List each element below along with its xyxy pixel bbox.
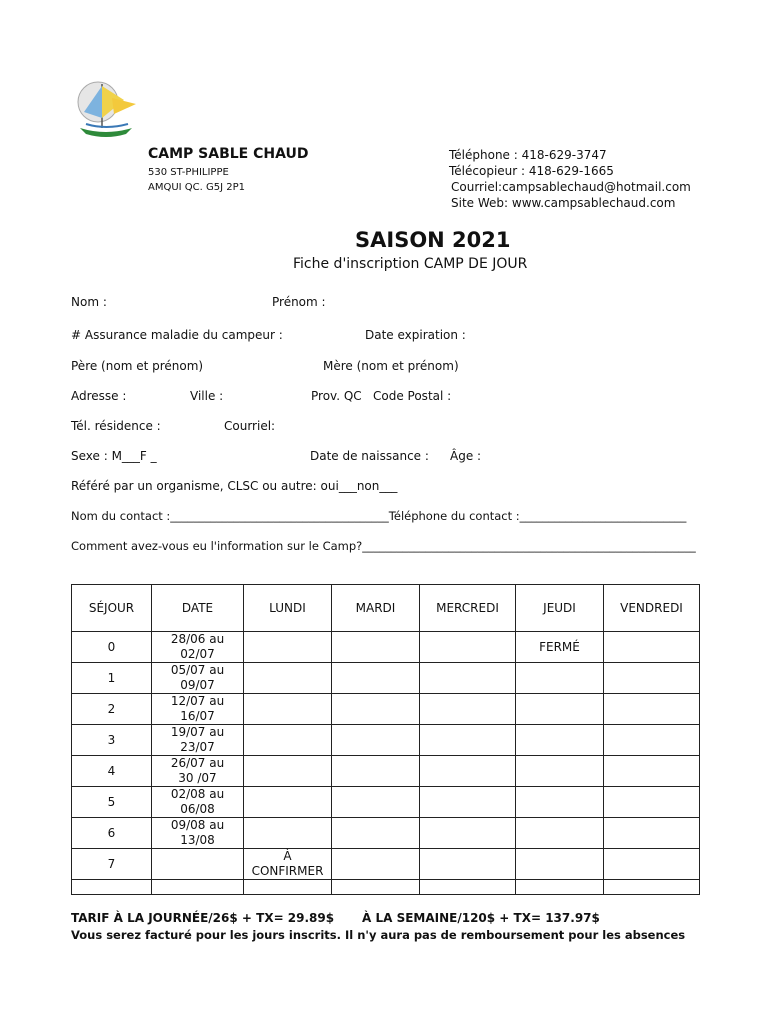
lundi-cell[interactable] (244, 694, 332, 725)
table-row (72, 849, 700, 880)
mardi-cell[interactable] (332, 632, 420, 663)
date-cell: 05/07 au 09/07 (152, 663, 244, 694)
table-row (72, 694, 700, 725)
field-nom-label: Nom : (71, 295, 107, 309)
mercredi-cell[interactable] (420, 787, 516, 818)
jeudi-cell[interactable] (516, 756, 604, 787)
field-mere-label: Mère (nom et prénom) (323, 359, 459, 373)
mardi-cell[interactable] (332, 787, 420, 818)
jeudi-cell[interactable] (516, 663, 604, 694)
lundi-cell[interactable] (244, 787, 332, 818)
mercredi-cell[interactable] (420, 725, 516, 756)
header-mardi: MARDI (332, 585, 420, 632)
sejour-cell: 6 (72, 818, 152, 849)
table-row (72, 725, 700, 756)
org-address-line1: 530 ST-PHILIPPE (148, 167, 229, 178)
mercredi-cell[interactable] (420, 756, 516, 787)
footer-note: Vous serez facturé pour les jours inscrits. Il n'y aura pas de remboursement pour les absences (71, 928, 686, 942)
table-row (72, 663, 700, 694)
table-row (72, 756, 700, 787)
jeudi-cell[interactable] (516, 849, 604, 880)
org-address-line2: AMQUI QC. G5J 2P1 (148, 182, 245, 193)
date-cell: 26/07 au 30 /07 (152, 756, 244, 787)
table-row (72, 787, 700, 818)
date-cell (152, 849, 244, 880)
mardi-cell[interactable] (332, 849, 420, 880)
mardi-cell[interactable] (332, 663, 420, 694)
field-age-label: Âge : (450, 449, 482, 463)
form-subtitle: Fiche d'inscription CAMP DE JOUR (293, 256, 528, 272)
sejour-cell: 5 (72, 787, 152, 818)
lundi-cell[interactable] (244, 756, 332, 787)
header-jeudi: JEUDI (516, 585, 604, 632)
tarif-journee: TARIF À LA JOURNÉE/26$ + TX= 29.89$ (71, 911, 335, 925)
field-pere-label: Père (nom et prénom) (71, 359, 204, 373)
sejour-cell: 4 (72, 756, 152, 787)
sejour-cell: 1 (72, 663, 152, 694)
mercredi-cell[interactable] (420, 849, 516, 880)
vendredi-cell[interactable] (604, 849, 700, 880)
table-row (72, 818, 700, 849)
sejour-cell: 2 (72, 694, 152, 725)
field-code-postal-label: Code Postal : (373, 389, 452, 403)
org-website: Site Web: www.campsablechaud.com (451, 196, 676, 210)
schedule-table (71, 584, 700, 895)
date-cell: 12/07 au 16/07 (152, 694, 244, 725)
field-tel-residence-label: Tél. résidence : (71, 419, 161, 433)
vendredi-cell[interactable] (604, 787, 700, 818)
header-mercredi: MERCREDI (420, 585, 516, 632)
lundi-cell[interactable] (244, 725, 332, 756)
field-nom-contact-label: Nom du contact :______________________________________Téléphone du contact :_____________________________ (71, 509, 687, 523)
sejour-cell: 0 (72, 632, 152, 663)
field-refere-label: Référé par un organisme, CLSC ou autre: oui___non___ (71, 479, 398, 493)
date-cell: 09/08 au 13/08 (152, 818, 244, 849)
mercredi-cell[interactable] (420, 663, 516, 694)
lundi-cell[interactable] (244, 818, 332, 849)
field-prov-label: Prov. QC (311, 389, 362, 403)
header-date: DATE (152, 585, 244, 632)
sejour-cell: 7 (72, 849, 152, 880)
lundi-cell: À CONFIRMER (244, 849, 332, 880)
vendredi-cell[interactable] (604, 663, 700, 694)
vendredi-cell[interactable] (604, 632, 700, 663)
mercredi-cell[interactable] (420, 694, 516, 725)
mardi-cell[interactable] (332, 756, 420, 787)
org-telephone: Téléphone : 418-629-3747 (449, 148, 607, 162)
field-assurance-label: # Assurance maladie du campeur : (71, 328, 283, 342)
header-sejour: SÉJOUR (72, 585, 152, 632)
table-header-row (72, 585, 700, 632)
field-courriel-label: Courriel: (224, 419, 276, 433)
field-date-expiration-label: Date expiration : (365, 328, 466, 342)
mardi-cell[interactable] (332, 818, 420, 849)
date-cell: 28/06 au 02/07 (152, 632, 244, 663)
mercredi-cell[interactable] (420, 632, 516, 663)
org-fax: Télécopieur : 418-629-1665 (449, 164, 614, 178)
field-sexe-label: Sexe : M___F _ (71, 449, 157, 463)
table-row-empty (72, 880, 700, 895)
vendredi-cell[interactable] (604, 725, 700, 756)
header-lundi: LUNDI (244, 585, 332, 632)
jeudi-cell[interactable] (516, 694, 604, 725)
mardi-cell[interactable] (332, 725, 420, 756)
jeudi-cell[interactable] (516, 787, 604, 818)
vendredi-cell[interactable] (604, 756, 700, 787)
date-cell: 02/08 au 06/08 (152, 787, 244, 818)
tarif-semaine: À LA SEMAINE/120$ + TX= 137.97$ (362, 911, 600, 925)
vendredi-cell[interactable] (604, 818, 700, 849)
date-cell: 19/07 au 23/07 (152, 725, 244, 756)
jeudi-cell: FERMÉ (516, 632, 604, 663)
lundi-cell[interactable] (244, 663, 332, 694)
header-vendredi: VENDREDI (604, 585, 700, 632)
field-date-naissance-label: Date de naissance : (310, 449, 429, 463)
org-email: Courriel:campsablechaud@hotmail.com (451, 180, 691, 194)
table-row (72, 632, 700, 663)
jeudi-cell[interactable] (516, 818, 604, 849)
mardi-cell[interactable] (332, 694, 420, 725)
jeudi-cell[interactable] (516, 725, 604, 756)
season-title: SAISON 2021 (355, 228, 511, 252)
lundi-cell[interactable] (244, 632, 332, 663)
field-ville-label: Ville : (190, 389, 224, 403)
vendredi-cell[interactable] (604, 694, 700, 725)
mercredi-cell[interactable] (420, 818, 516, 849)
camp-logo-sailboat-icon (72, 78, 144, 142)
field-adresse-label: Adresse : (71, 389, 127, 403)
org-name: CAMP SABLE CHAUD (148, 146, 309, 162)
field-prenom-label: Prénom : (272, 295, 326, 309)
sejour-cell: 3 (72, 725, 152, 756)
field-comment-label: Comment avez-vous eu l'information sur le Camp?__________________________________________________________ (71, 539, 696, 553)
